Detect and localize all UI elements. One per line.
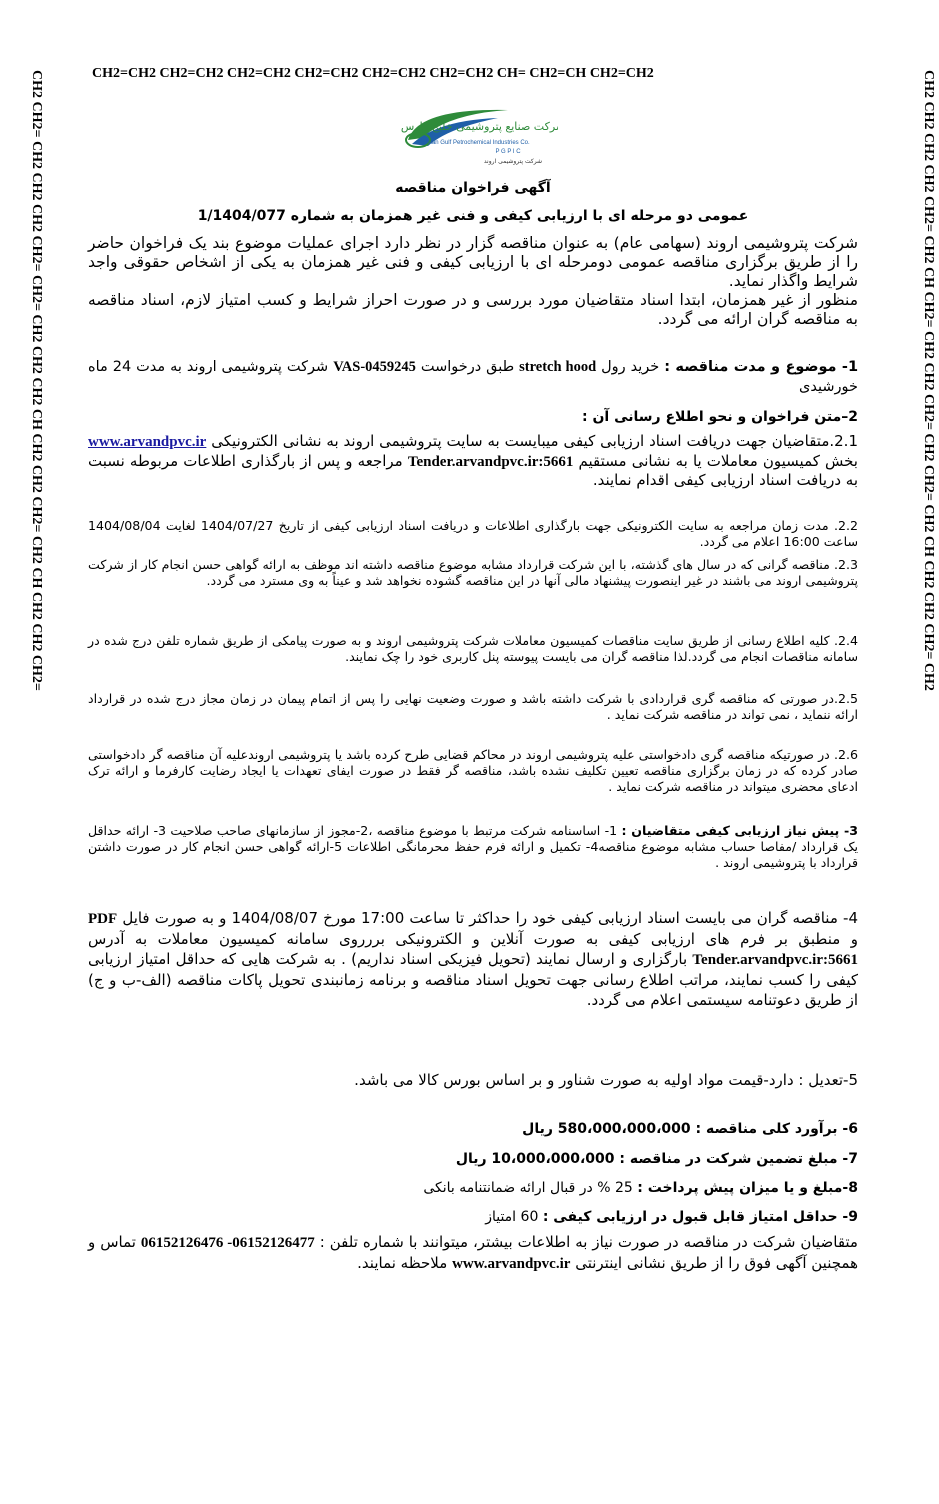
website-link[interactable]: www.arvandpvc.ir: [88, 434, 207, 450]
section-4-tender-address: Tender.arvandpvc.ir:5661: [692, 952, 858, 968]
section-5: 5-تعدیل : دارد-قیمت مواد اولیه به صورت شناور و بر اساس بورس کالا می باشد.: [354, 1071, 858, 1089]
contact-phones: 06152126476 -06152126477: [140, 1235, 315, 1251]
logo-english-name: Persian Gulf Petrochemical Industries Co.: [418, 140, 530, 146]
logo-swoosh-icon: [388, 100, 558, 170]
section-2-1: [88, 432, 858, 490]
section-2-heading: 2–متن فراخوان و نحو اطلاع رسانی آن :: [582, 409, 858, 425]
section-7: [88, 1150, 858, 1168]
section-6-label: 6- برآورد کلی مناقصه :: [695, 1121, 858, 1137]
notice-title: آگهی فراخوان مناقصه: [395, 180, 551, 196]
section-9-label: 9- حداقل امتیاز قابل قبول در ارزیابی کیفی :: [542, 1209, 858, 1225]
logo-abbr: P G P I C: [495, 149, 521, 155]
section-8-label: 8-مبلغ و یا میزان پیش پرداخت :: [637, 1180, 858, 1196]
section-2-1-text-c: مراجعه و پس از بارگذاری اطلاعات مربوطه نسبت به دریافت اسناد ارزیابی کیفی اقدام نمایند.: [88, 451, 858, 489]
section-3: [88, 823, 858, 871]
contact-website-link[interactable]: www.arvandpvc.ir: [452, 1256, 571, 1272]
section-8: [88, 1179, 858, 1197]
logo-subtitle: شرکت پتروشیمی اروند: [483, 158, 543, 165]
section-1-text-b: طبق درخواست: [420, 359, 515, 375]
section-3-text: 1- اساسنامه شرکت مرتبط با موضوع مناقصه ،2-مجوز از سازمانهای صاحب صلاحیت 3- ارائه حداقل یک قرارداد /مفاصا حساب مشابه موضوع مناقصه4- تکمیل و ارائه فرم حفظ محرمانگی اطلاعات 5-ارائه گواهی حسن انجام کار در صورت داشتن قرارداد با پتروشیمی اروند .: [88, 823, 858, 870]
section-6: [88, 1120, 858, 1138]
section-1-item: stretch hood: [519, 359, 597, 375]
section-8-value: 25 % در قبال ارائه ضمانتنامه بانکی: [423, 1180, 633, 1196]
intro-p2: منظور از غیر همزمان، ابتدا اسناد متقاضیان مورد بررسی و در صورت احراز شرایط و کسب امتیاز لازم، اسناد مناقصه به مناقصه گران ارائه می گردد.: [88, 291, 858, 328]
section-1-text-a: خرید رول: [601, 359, 660, 375]
section-7-label: 7- مبلغ تضمین شرکت در مناقصه :: [619, 1151, 858, 1167]
section-4: [88, 908, 858, 1010]
section-2-4: 2.4. کلیه اطلاع رسانی از طریق سایت مناقصات کمیسیون معاملات شرکت پتروشیمی اروند و به صورت پیامکی از طریق شماره تلفن درج شده در سامانه مناقصات انجام می گردد.لذا مناقصه گران می بایست پیوسته پنل کاربری خود را چک نمایند.: [88, 633, 858, 664]
chemical-formula-right-strip: CH2 CH2 CH2 CH2 CH2= CH2 CH CH2= CH2 CH2 CH2= CH2 CH2= CH2 CH CH2 CH2 CH2= CH2: [921, 70, 936, 691]
section-4-text-c: بارگزاری و ارسال نمایند (تحویل فیزیکی اسناد نداریم) . به شرکت هایی که حداقل امتیاز ارزیابی کیفی را کسب نمایند، مراتب اطلاع رسانی جهت تحویل اسناد مناقصه و برنامه زمانبندی تحویل پاکات مناقصه (الف-ب و ج) از طریق دعوتنامه سیستمی اعلام می گردد.: [88, 950, 858, 1009]
section-1-label: 1- موضوع و مدت مناقصه :: [664, 359, 859, 375]
section-3-label: 3- پیش نیاز ارزیابی کیفی متقاضیان :: [621, 823, 858, 838]
logo-company-name: شرکت صنایع پتروشیمی خلیج فارس: [400, 120, 558, 133]
contact-paragraph: [88, 1232, 858, 1274]
section-9-value: 60 امتیاز: [485, 1209, 539, 1225]
section-1-text-c: شرکت پتروشیمی اروند به مدت 24 ماه خورشیدی: [88, 359, 858, 395]
section-1-request-no: VAS-0459245: [333, 359, 416, 375]
section-1: [88, 357, 858, 397]
section-4-text-b: و منطبق بر فرم های ارزیابی کیفی به صورت آنلاین و الکترونیکی بررروی سامانه کمیسیون معاملات به آدرس: [88, 930, 858, 948]
section-6-value: 580،000،000،000 ریال: [522, 1121, 691, 1137]
intro-p1: شرکت پتروشیمی اروند (سهامی عام) به عنوان مناقصه گزار در نظر دارد اجرای عملیات موضوع بند یک فراخوان حاضر را از طریق برگزاری مناقصه عمومی دومرحله ای با ارزیابی کیفی و فنی غیر همزمان به یکی از اشخاص حقوقی واجد شرایط واگذار نماید.: [88, 234, 858, 290]
contact-text-c: ملاحظه نمایند.: [357, 1254, 448, 1272]
section-2-3: 2.3. مناقصه گرانی که در سال های گذشته، با این شرکت قرارداد مشابه موضوع مناقصه داشته اند موظف به ارائه گواهی حسن انجام کار از شرکت پتروشیمی اروند می باشند در غیر اینصورت پیشنهاد مالی آنها در این مناقصه گشوده نخواهد شد و عیناً به وی مسترد می گردد.: [88, 557, 858, 588]
chemical-formula-header: CH2=CH2 CH2=CH2 CH2=CH2 CH2=CH2 CH2=CH2 CH2=CH2 CH= CH2=CH CH2=CH2: [92, 66, 654, 81]
intro-paragraph: [88, 234, 858, 329]
section-2-6: 2.6. در صورتیکه مناقصه گری دادخواستی علیه پتروشیمی اروند در محاکم قضایی طرح کرده باشد یا پتروشیمی اروندعلیه آن مناقصه گر دادخواستی صادر کرده که در زمان برگزاری مناقصه تعیین تکلیف نشده باشد، مناقصه گر فقط در صورت ایفای تعهدات یا ایجاد رضایت کارفرما و ارائه ترک ادعای محضری میتواند در مناقصه شرکت نماید .: [88, 747, 858, 794]
section-4-pdf: PDF: [88, 911, 118, 927]
section-9: [88, 1208, 858, 1226]
tender-portal-address: Tender.arvandpvc.ir:5661: [407, 453, 574, 470]
section-7-value: 10،000،000،000 ریال: [455, 1151, 615, 1167]
notice-subtitle: عمومی دو مرحله ای با ارزیابی کیفی و فنی غیر همزمان به شماره 1/1404/077: [197, 208, 749, 224]
section-2-2: 2.2. مدت زمان مراجعه به سایت الکترونیکی جهت بارگذاری اطلاعات و دریافت اسناد ارزیابی کیفی از تاریخ 1404/07/27 لغایت 1404/08/04 ساعت 16:00 اعلام می گردد.: [88, 518, 858, 549]
section-2-5: 2.5.در صورتی که مناقصه گری قراردادی با شرکت داشته باشد و صورت وضعیت نهایی را پس از اتمام پیمان در زمان مجاز درج شده در قرارداد ارائه ننماید ، نمی تواند در مناقصه شرکت نماید .: [88, 691, 858, 722]
contact-text-b: تماس و همچنین آگهی فوق را از طریق نشانی اینترنتی: [88, 1233, 858, 1272]
company-logo: [388, 100, 558, 170]
contact-text-a: متقاضیان شرکت در مناقصه در صورت نیاز به اطلاعات بیشتر، میتوانند با شماره تلفن :: [319, 1233, 858, 1251]
section-2-1-text-b: بخش کمیسیون معاملات یا به نشانی مستقیم: [578, 451, 858, 470]
section-2-1-text-a: 2.1.متقاضیان جهت دریافت اسناد ارزیابی کیفی میبایست به سایت پتروشیمی اروند به نشانی الکترونیکی: [211, 432, 858, 450]
chemical-formula-left-strip: CH2 CH2= CH2 CH2 CH2 CH2= CH2= CH2 CH2 CH2 CH CH2 CH2 CH2= CH2 CH CH2 CH2 CH2=: [29, 70, 44, 691]
section-4-text-a: 4- مناقصه گران می بایست اسناد ارزیابی کیفی خود را حداکثر تا ساعت 17:00 مورخ 1404/08/07 و به صورت فایل: [122, 909, 858, 927]
